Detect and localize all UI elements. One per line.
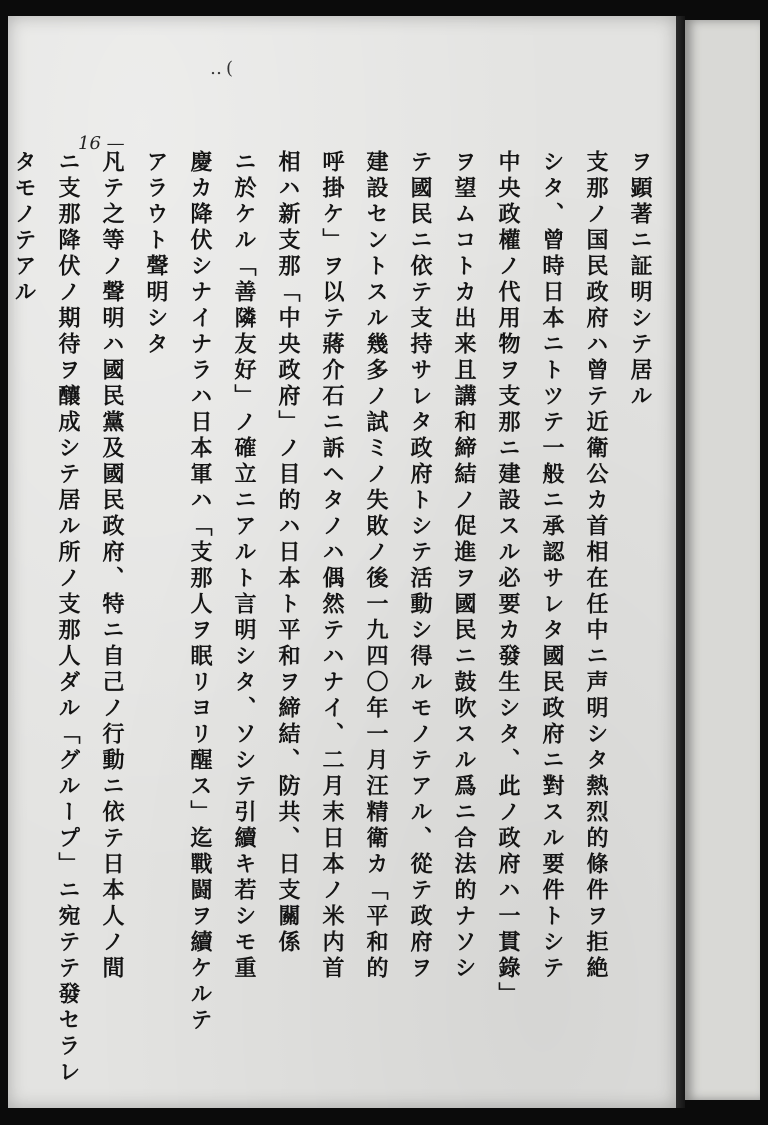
vertical-text-block (11, 150, 662, 1086)
text-column: テ國民ニ依テ支持サレタ政府トシテ活動シ得ルモノテアル、從テ政府ヲ (407, 150, 433, 982)
handwritten-mark: ‥( (210, 58, 238, 79)
text-column: アラウト聲明シタ (143, 150, 169, 358)
binding-strip (676, 16, 685, 1108)
text-column: ニ支那降伏ノ期待ヲ釀成シテ居ル所ノ支那人ダル「グループ」ニ宛テテ發セラレ (55, 150, 81, 1086)
text-column: シタ、曾時日本ニトツテ一般ニ承認サレタ國民政府ニ對スル要件トシテ (539, 150, 565, 982)
text-column: ニ於ケル「善隣友好」ノ確立ニアルト言明シタ、ソシテ引續キ若シモ重 (231, 150, 257, 982)
text-column: ヲ顕著ニ証明シテ居ル (627, 150, 653, 410)
page-number: 16 — (78, 133, 125, 154)
text-column: ヲ望ムコトカ出来且講和締結ノ促進ヲ國民ニ鼓吹スル爲ニ合法的ナソシ (451, 150, 477, 982)
text-column: 凡テ之等ノ聲明ハ國民黨及國民政府、特ニ自己ノ行動ニ依テ日本人ノ間 (99, 150, 125, 982)
text-column: 建設セントスル幾多ノ試ミノ失敗ノ後一九四〇年一月汪精衛カ「平和的 (363, 150, 389, 982)
text-column: 支那ノ国民政府ハ曾テ近衛公カ首相在任中ニ声明シタ熱烈的條件ヲ拒絶 (583, 150, 609, 982)
text-column: 相ハ新支那「中央政府」ノ目的ハ日本ト平和ヲ締結、防共、日支關係 (275, 150, 301, 956)
adjacent-page-edge (685, 20, 760, 1100)
text-column: タモノテアル (11, 150, 37, 306)
text-column: 慶カ降伏シナイナラハ日本軍ハ「支那人ヲ眠リヨリ醒ス」迄戰闘ヲ續ケルテ (187, 150, 213, 1034)
text-column: 呼掛ケ」ヲ以テ蔣介石ニ訴ヘタノハ偶然テハナイ、二月末日本ノ米内首 (319, 150, 345, 982)
text-column: 中央政權ノ代用物ヲ支那ニ建設スル必要カ發生シタ、此ノ政府ハ一貫錄」 (495, 150, 521, 1008)
